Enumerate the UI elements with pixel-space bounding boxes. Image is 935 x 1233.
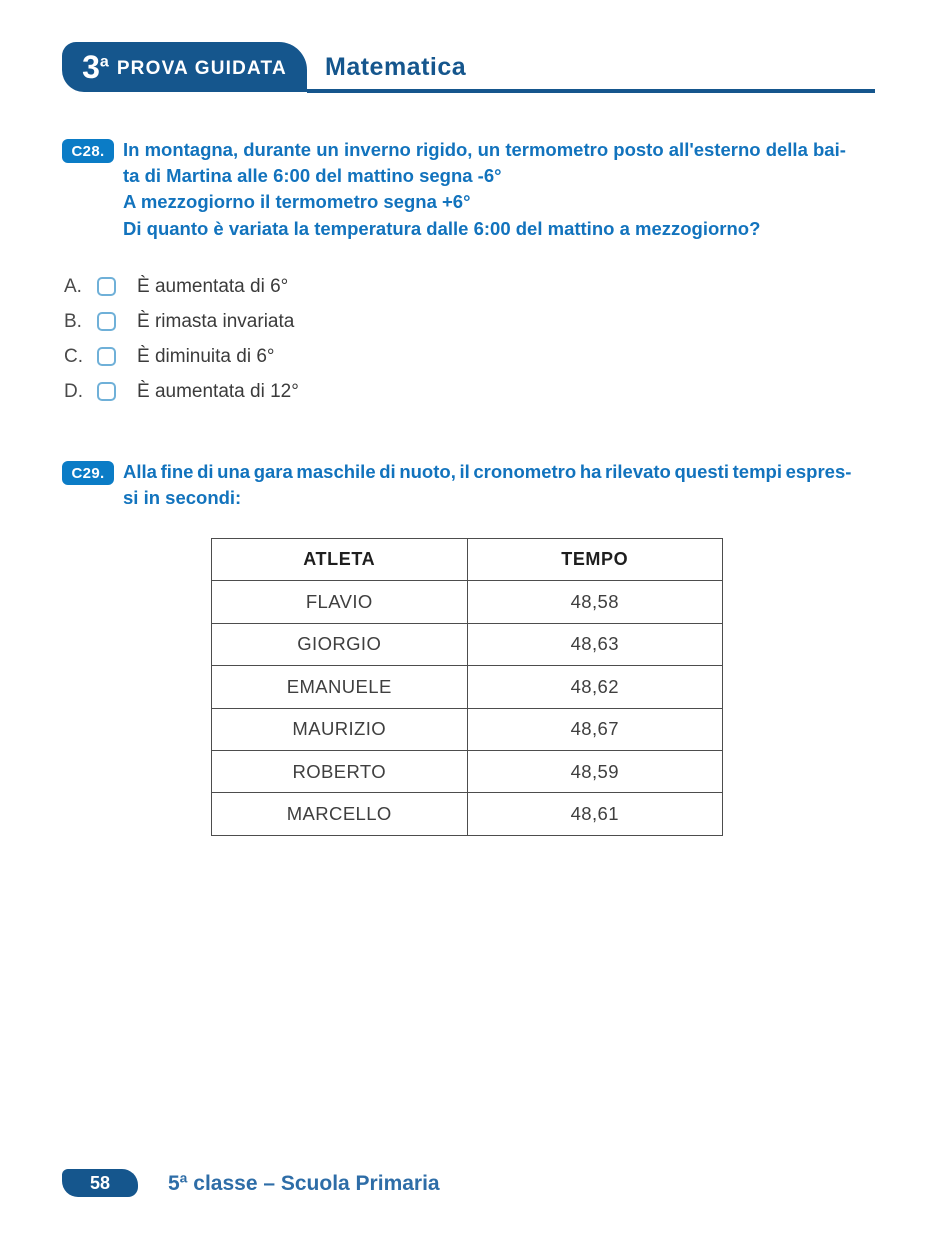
option-row-c — [64, 339, 564, 374]
athlete-time: 48,58 — [467, 581, 723, 623]
table-row — [212, 793, 723, 835]
subject-title: Matematica — [325, 53, 467, 81]
athlete-name: MARCELLO — [212, 793, 468, 835]
question-c28-text — [123, 137, 846, 242]
athlete-name: GIORGIO — [212, 623, 468, 665]
athlete-time: 48,59 — [467, 750, 723, 792]
option-letter-b: B. — [64, 310, 82, 332]
question-c28-line-2: ta di Martina alle 6:00 del mattino segna -6° — [123, 165, 502, 187]
question-c28-line-1: In montagna, durante un inverno rigido, un termometro posto all'esterno della bai- — [123, 139, 846, 160]
athlete-name: ROBERTO — [212, 750, 468, 792]
header-rule — [307, 89, 875, 93]
checkbox-option-c[interactable] — [97, 347, 116, 366]
column-header-atleta: ATLETA — [212, 539, 468, 581]
athlete-time: 48,63 — [467, 623, 723, 665]
page-number-badge: 58 — [62, 1169, 138, 1197]
footer-class-label: 5ª classe – Scuola Primaria — [168, 1172, 440, 1195]
athlete-name: MAURIZIO — [212, 708, 468, 750]
question-c29-badge: C29. — [62, 461, 114, 485]
option-row-b — [64, 304, 564, 339]
column-header-tempo: TEMPO — [467, 539, 723, 581]
answer-options — [64, 269, 564, 409]
question-c29-text — [123, 459, 851, 511]
checkbox-option-b[interactable] — [97, 312, 116, 331]
option-letter-d: D. — [64, 380, 83, 402]
question-c28-line-3: A mezzogiorno il termometro segna +6° — [123, 191, 471, 213]
ordinal-superscript: a — [99, 53, 109, 71]
option-label-d: È aumentata di 12° — [137, 380, 299, 402]
table-header-row — [212, 539, 723, 581]
athlete-name: FLAVIO — [212, 581, 468, 623]
table-row — [212, 708, 723, 750]
prova-guidata-badge — [62, 42, 307, 92]
prova-title: PROVA GUIDATA — [116, 58, 287, 79]
checkbox-option-a[interactable] — [97, 277, 116, 296]
athlete-time: 48,67 — [467, 708, 723, 750]
option-row-a — [64, 269, 564, 304]
table-row — [212, 750, 723, 792]
option-letter-c: C. — [64, 345, 83, 367]
option-label-c: È diminuita di 6° — [137, 345, 275, 367]
option-label-b: È rimasta invariata — [137, 310, 295, 332]
option-label-a: È aumentata di 6° — [137, 275, 289, 297]
question-c29-line-2: si in secondi: — [123, 487, 242, 509]
swim-times-table — [211, 538, 723, 836]
question-c28-line-4: Di quanto è variata la temperatura dalle 6:00 del mattino a mezzogiorno? — [123, 217, 761, 239]
athlete-time: 48,62 — [467, 666, 723, 708]
question-c29-line-1: Alla fine di una gara maschile di nuoto, il cronometro ha rilevato questi tempi espres- — [123, 461, 852, 482]
table-row — [212, 623, 723, 665]
question-c28-badge: C28. — [62, 139, 114, 163]
checkbox-option-d[interactable] — [97, 382, 116, 401]
athlete-time: 48,61 — [467, 793, 723, 835]
option-row-d — [64, 374, 564, 409]
table-row — [212, 581, 723, 623]
athlete-name: EMANUELE — [212, 666, 468, 708]
table-row — [212, 666, 723, 708]
prova-number: 3$^a$ — [82, 49, 109, 85]
option-letter-a: A. — [64, 275, 82, 297]
